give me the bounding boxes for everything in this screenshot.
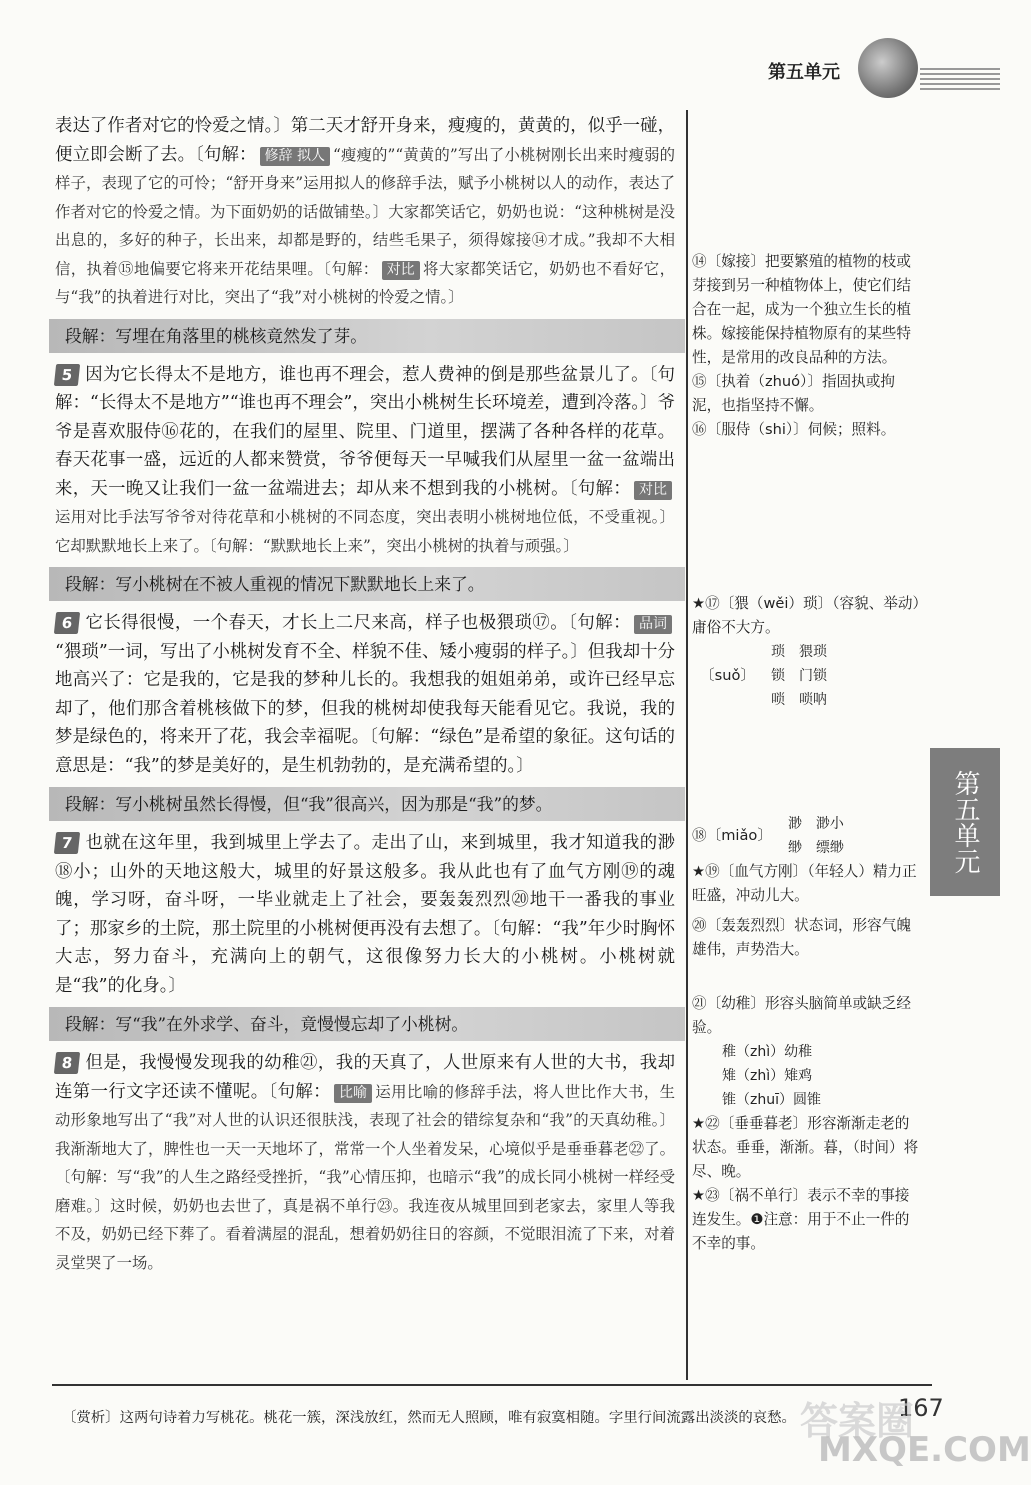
vocab-item: 渺 渺小 (787, 816, 844, 832)
paragraph-4-end (55, 112, 675, 312)
text: 因为它长得太不是地方，谁也再不理会，惹人费神的倒是那些盆景儿了。〔句解：“长得太不是地方”“谁也再不理会”，突出小桃树生长环境差，遭到冷落。〕爷爷是喜欢服侍⑯花的，在我们的屋里、院里、门道里，摆满了各种各样的花草。春天花事一盛，远近的人都来赞赏，爷爷便每天一早喊我们从屋里一盆一盆端出来，天一晚又让我们一盆一盆端进去；却从来不想到我的小桃树。〔句解： (55, 364, 675, 499)
vocab-item: 雉（zhì）雉鸡 (722, 1068, 813, 1084)
paragraph-7 (55, 829, 675, 1000)
watermark-logo: 答案圈 (800, 1399, 915, 1443)
gloss-14: ⑭〔嫁接〕把要繁殖的植物的枝或芽接到另一种植物体上，使它们结合在一起，成为一个独立生长的植株。嫁接能保持植物原有的某些特性，是常用的改良品种的方法。 (692, 253, 911, 366)
paragraph-number: 7 (54, 832, 80, 854)
page-header (0, 0, 1000, 110)
paragraph-5 (55, 361, 675, 561)
section-summary: 段解：写小桃树在不被人重视的情况下默默地长上来了。 (49, 567, 685, 601)
main-text (55, 112, 675, 1277)
vocab-group-17 (700, 640, 922, 712)
vocab-item: 锁 门锁 (770, 668, 827, 684)
page-number: 167 (898, 1394, 944, 1422)
header-decoration (920, 68, 1000, 92)
text: 将大家都笑话它，奶奶也不看好它，与“我”的执着进行对比，突出了“我”对小桃树的怜爱之情。〕 (55, 259, 675, 306)
watermark-url: MXQE.COM (818, 1430, 1031, 1470)
text: 表达了作者对它的怜爱之情。〕第二天才舒开身来，瘦瘦的，黄黄的，似乎一碰，便立即会断了去。〔句解： (55, 116, 675, 165)
text: 它长得很慢，一个春天，才长上二尺来高，样子也极猥琐⑰。〔句解： (85, 613, 631, 633)
section-summary: 段解：写“我”在外求学、奋斗，竟慢慢忘却了小桃树。 (49, 1007, 685, 1041)
gloss-23: ★㉓〔祸不单行〕表示不幸的事接连发生。❶注意：用于不止一件的不幸的事。 (692, 1187, 910, 1252)
text: 运用对比手法写爷爷对待花草和小桃树的不同态度，突出表明小桃树地位低，不受重视。〕它却默默地长上来了。〔句解：“默默地长上来”，突出小桃树的执着与顽强。〕 (55, 508, 675, 555)
gloss-18: ⑱〔miǎo〕 (692, 827, 772, 844)
paragraph-6 (55, 609, 675, 780)
vocab-list (788, 812, 844, 860)
tag-word: 品词 (634, 615, 672, 634)
text: “瘦瘦的”“黄黄的”写出了小桃树刚长出来时瘦弱的样子，表现了它的可怜；“舒开身来”运用拟人的修辞手法，赋予小桃树以人的动作，表达了作者对它的怜爱之情。为下面奶奶的话做铺垫。〕大家都笑话它，奶奶也说：“这种桃树是没出息的，多好的种子，长出来，却都是野的，结些毛果子，须得嫁接⑭才成。”我却不大相信，执着⑮地偏要它将来开花结果哩。〔句解： (55, 145, 675, 278)
tag-contrast: 对比 (634, 481, 672, 500)
section-summary: 段解：写小桃树虽然长得慢，但“我”很高兴，因为那是“我”的梦。 (49, 787, 685, 821)
vocab-item: 琐 猥琐 (770, 644, 827, 660)
unit-side-tab: 第五单元 (930, 748, 1000, 896)
gloss-15: ⑮〔执着（zhuó）〕指固执或拘泥，也指坚持不懈。 (692, 373, 895, 414)
gloss-21: ㉑〔幼稚〕形容头脑简单或缺乏经验。 (692, 995, 911, 1036)
section-summary: 段解：写埋在角落里的桃核竟然发了芽。 (49, 319, 685, 353)
vocab-label: 〔suǒ〕 (700, 667, 755, 684)
tag-metaphor: 比喻 (334, 1084, 372, 1103)
unit-title: 第五单元 (768, 62, 840, 83)
vocab-item: 稚（zhì）幼稚 (722, 1044, 813, 1060)
header-emblem-icon (858, 38, 918, 98)
gloss-17: ★⑰〔猥（wěi）琐〕（容貌、举动）庸俗不大方。 (692, 595, 920, 636)
gloss-20: ⑳〔轰轰烈烈〕状态词，形容气魄雄伟，声势浩大。 (692, 917, 911, 958)
gloss-22: ★㉒〔垂垂暮老〕形容渐渐走老的状态。垂垂，渐渐。暮，（时间）将尽、晚。 (692, 1115, 919, 1180)
gloss-16: ⑯〔服侍（shi）〕伺候；照料。 (692, 421, 896, 438)
vocab-item: 锥（zhuī）圆锥 (722, 1092, 821, 1108)
text: 运用比喻的修辞手法，将人世比作大书，生动形象地写出了“我”对人世的认识还很肤浅，表现了社会的错综复杂和“我”的天真幼稚。〕我渐渐地大了，脾性也一天一天地坏了，常常一个人坐着发呆，心境似乎是垂垂暮老㉒了。〔句解：写“我”的人生之路经受挫折，“我”心情压抑，也暗示“我”的成长同小桃树一样经受磨难。〕这时候，奶奶也去世了，真是祸不单行㉓。我连夜从城里回到老家去，家里人等我不及，奶奶已经下葬了。看着满屋的混乱，想着奶奶往日的容颜，不觉眼泪流了下来，对着灵堂哭了一场。 (55, 1082, 675, 1272)
glossary-column (692, 110, 922, 1256)
text: 但是，我慢慢发现我的幼稚㉑，我的天真了，人世原来有人世的大书，我却连第一行文字还读不懂呢。〔句解： (55, 1053, 675, 1102)
vocab-list (771, 640, 827, 712)
text: 也就在这年里，我到城里上学去了。走出了山，来到城里，我才知道我的渺⑱小；山外的天地这般大，城里的好景这般多。我从此也有了血气方刚⑲的魂魄，学习呀，奋斗呀，一毕业就走上了社会，要轰轰烈烈⑳地干一番我的事业了；那家乡的土院，那土院里的小桃树便再没有去想了。〔句解：“我”年少时胸怀大志，努力奋斗，充满向上的朝气，这很像努力长大的小桃树。小桃树就是“我”的化身。〕 (55, 833, 675, 996)
vocab-group-21 (722, 1040, 922, 1112)
column-divider (686, 110, 688, 1380)
text: “猥琐”一词，写出了小桃树发育不全、样貌不佳、矮小瘦弱的样子。〕但我却十分地高兴了：它是我的，它是我的梦种儿长的。我想我的姐姐弟弟，或许已经早忘却了，他们那含着桃核做下的梦，但我的桃树却使我每天能看见它。我说，我的梦是绿色的，将来开了花，我会幸福呢。〔句解：“绿色”是希望的象征。这句话的意思是：“我”的梦是美好的，是生机勃勃的，是充满希望的。〕 (55, 641, 675, 776)
paragraph-number: 6 (54, 612, 80, 634)
gloss-19: ★⑲〔血气方刚〕（年轻人）精力正旺盛，冲动儿大。 (692, 863, 917, 904)
footer-divider (52, 1384, 932, 1386)
vocab-item: 唢 唢呐 (770, 692, 827, 708)
paragraph-number: 8 (54, 1052, 80, 1074)
vocab-item: 缈 缥缈 (787, 840, 844, 856)
tag-rhetoric: 修辞 拟人 (260, 147, 330, 166)
paragraph-number: 5 (54, 364, 80, 386)
tag-contrast: 对比 (382, 261, 420, 280)
vocab-group-18 (692, 812, 922, 860)
paragraph-8 (55, 1049, 675, 1277)
footer-appreciation: 〔赏析〕这两句诗着力写桃花。桃花一簇，深浅放红，然而无人照顾，唯有寂寞相随。字里行间流露出淡淡的哀愁。 (62, 1410, 796, 1426)
